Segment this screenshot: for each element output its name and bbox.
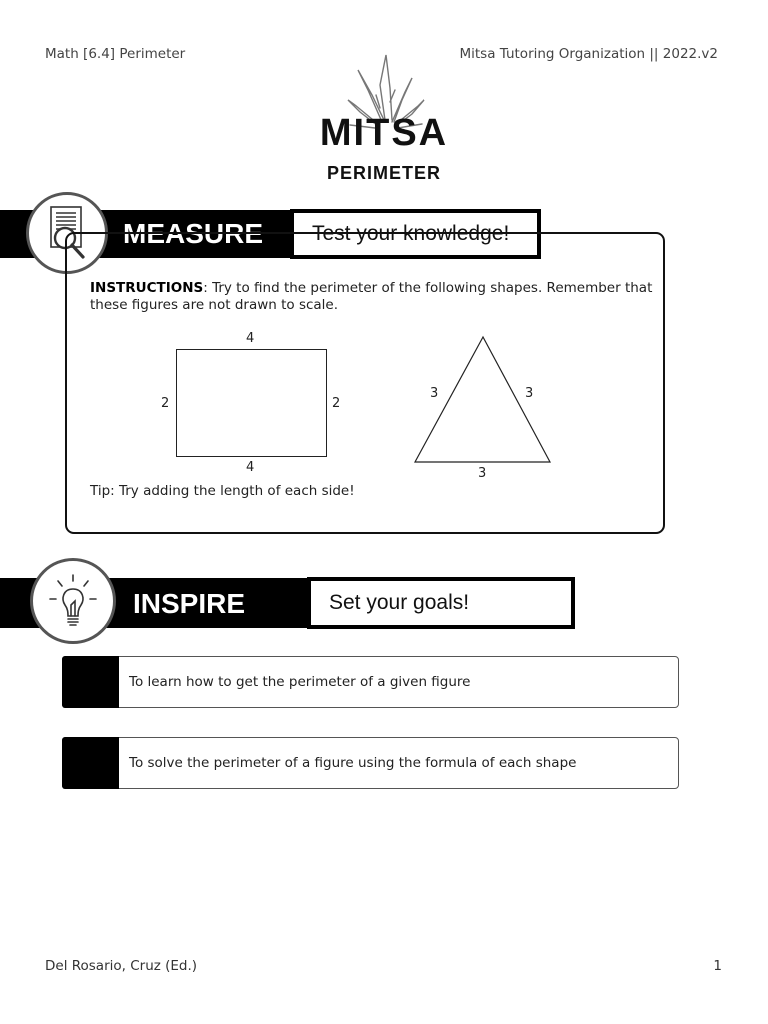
inspire-tagline: Set your goals! — [329, 591, 470, 614]
footer-author: Del Rosario, Cruz (Ed.) — [45, 958, 198, 974]
rectangle-figure — [176, 349, 327, 457]
goal-item-2 — [62, 737, 679, 789]
rectangle-top-label: 4 — [246, 331, 255, 346]
lightbulb-icon — [33, 561, 113, 641]
triangle-left-label: 3 — [430, 386, 439, 401]
header-org-label: Mitsa Tutoring Organization || 2022.v2 — [459, 46, 718, 62]
goal-text: To solve the perimeter of a figure using the formula of each shape — [129, 755, 577, 771]
instructions-label: INSTRUCTIONS — [90, 280, 204, 296]
goal-item-1 — [62, 656, 679, 708]
goal-marker — [62, 656, 119, 708]
instructions-text — [90, 280, 660, 314]
instructions-body: : Try to find the perimeter of the following shapes. Remember that these figures are not drawn to scale. — [90, 280, 653, 313]
measure-title: MEASURE — [123, 218, 264, 249]
rectangle-bottom-label: 4 — [246, 460, 255, 475]
inspire-tagline-box — [307, 577, 575, 629]
goal-text: To learn how to get the perimeter of a given figure — [129, 674, 471, 690]
logo-title: MITSA — [319, 112, 449, 154]
triangle-bottom-label: 3 — [478, 466, 487, 481]
footer-page-number: 1 — [713, 958, 722, 974]
inspire-icon-circle — [30, 558, 116, 644]
logo-subtitle: PERIMETER — [326, 163, 441, 183]
triangle-right-label: 3 — [525, 386, 534, 401]
tip-text: Tip: Try adding the length of each side! — [90, 483, 355, 499]
rectangle-left-label: 2 — [161, 396, 170, 411]
rectangle-right-label: 2 — [332, 396, 341, 411]
header-course-label: Math [6.4] Perimeter — [45, 46, 186, 62]
goal-marker — [62, 737, 119, 789]
inspire-title: INSPIRE — [133, 588, 246, 619]
measure-tagline: Test your knowledge! — [312, 222, 510, 245]
